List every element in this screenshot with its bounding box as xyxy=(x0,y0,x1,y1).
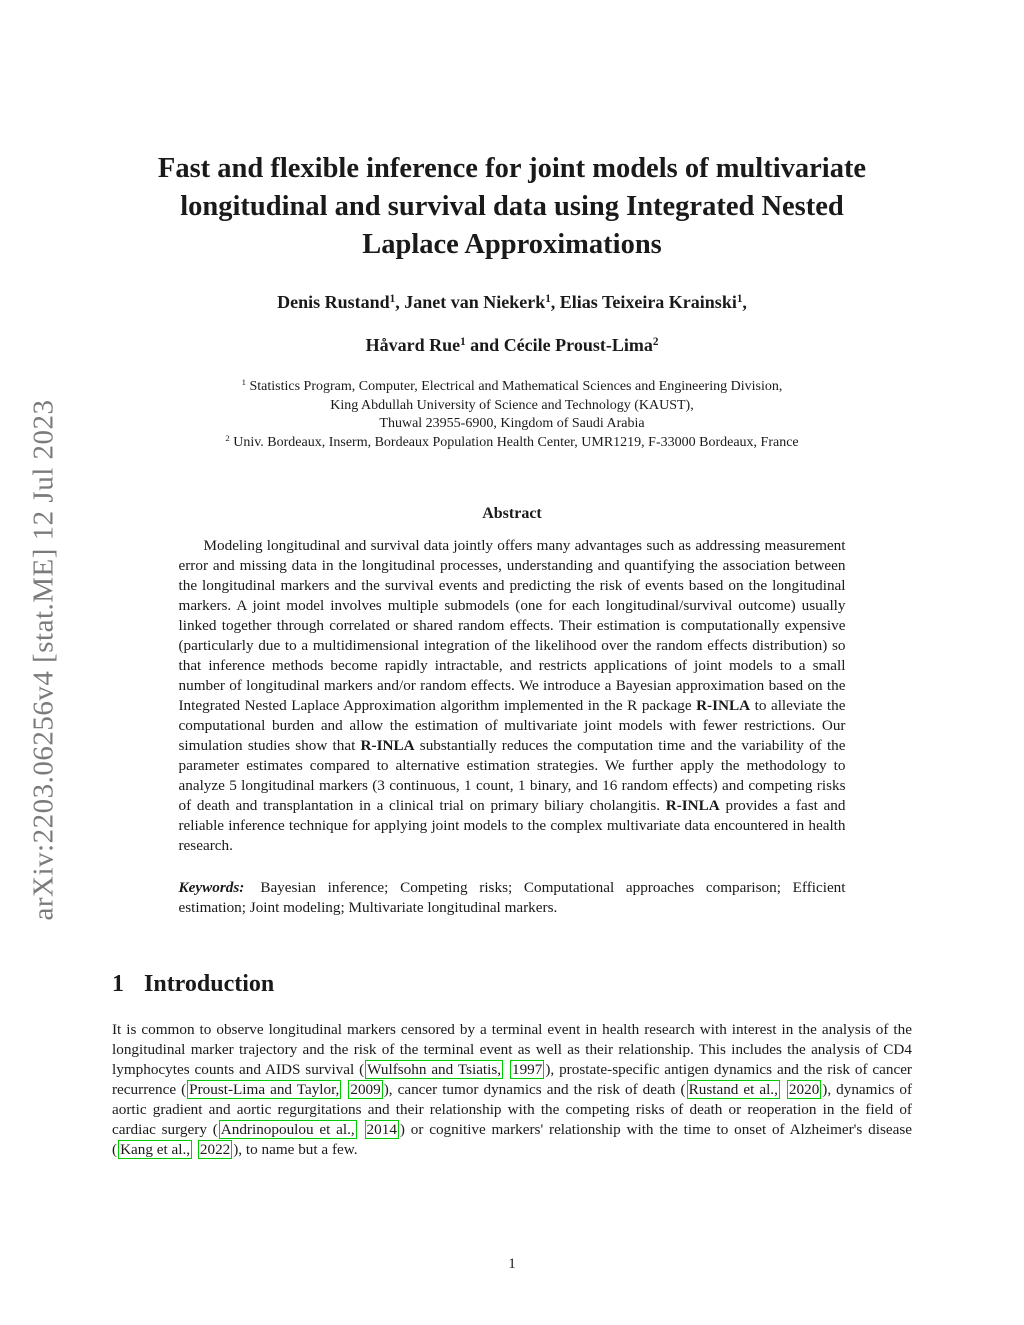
page-number: 1 xyxy=(508,1256,516,1272)
r-inla-bold: R-INLA xyxy=(696,697,751,714)
arxiv-watermark-label: arXiv:2203.06256v4 [stat.ME] 12 Jul 2023 xyxy=(27,399,60,921)
affiliation-line: $^1$ Statistics Program, Computer, Electrical and Mathematical Sciences and Engineering Division, xyxy=(241,377,783,394)
citation-link-wulfsohn-tsiatis[interactable]: Wulfsohn and Tsiatis, xyxy=(367,1061,502,1078)
keywords-block xyxy=(179,878,846,918)
title-line-2: longitudinal and survival data using Integrated Nested xyxy=(180,191,844,222)
citation-link-2009[interactable]: 2009 xyxy=(350,1081,381,1098)
affil-mark: 2 xyxy=(225,432,230,443)
affiliation-line: Thuwal 23955-6900, Kingdom of Saudi Arabia xyxy=(379,416,645,431)
author-name: Janet van Niekerk xyxy=(404,292,546,312)
affiliations xyxy=(112,378,912,452)
author-affil-mark: 1 xyxy=(545,292,551,305)
affiliation-line: $^2$ Univ. Bordeaux, Inserm, Bordeaux Population Health Center, UMR1219, F-33000 Bordeaux, France xyxy=(225,432,799,450)
r-inla-bold: R-INLA xyxy=(360,737,415,754)
title-line-3: Laplace Approximations xyxy=(362,229,662,260)
citation-link-rustand[interactable]: Rustand et al., xyxy=(688,1081,778,1098)
intro-paragraph: It is common to observe longitudinal markers censored by a terminal event in health research with interest in the analysis of the longitudinal marker trajectory and the risk of the terminal event as well as their relationship. This includes the analysis of CD4 lymphocytes counts and AIDS survival ( Wulfsohn and Tsiatis, 1997 ), prostate-specific antigen dynamics and the risk of cancer recurrence ( Proust-Lima and Taylor, 2009 ), cancer tumor dynamics and the risk of death ( Rustand et al., 2020 ), dynamics of aortic gradient and aortic regurgitations and their relationship with the competing risks of death or reoperation in the field of cardiac surgery ( Andrinopoulou et al., 2014 ) or cognitive markers' relationship with the time to onset of Alzheimer's disease ( Kang et al., 2022 ), to name but a few. xyxy=(112,1021,913,1158)
authors-line-2 xyxy=(112,333,912,360)
citation-link-proust-lima-taylor[interactable]: Proust-Lima and Taylor, xyxy=(189,1081,340,1098)
author-name: Elias Teixeira Krainski xyxy=(559,292,737,312)
citation-link-2020[interactable]: 2020 xyxy=(788,1081,820,1098)
author-affil-mark: 1 xyxy=(389,292,396,305)
r-inla-bold: R-INLA xyxy=(665,797,720,814)
author-affil-mark: 2 xyxy=(652,335,659,348)
citation-link-1997[interactable]: 1997 xyxy=(511,1061,543,1078)
keywords-label: Keywords: xyxy=(178,879,245,896)
affil-mark: 1 xyxy=(241,377,246,388)
paper-content xyxy=(112,0,912,1175)
author-name: Cécile Proust-Lima xyxy=(503,335,653,355)
affiliation-line: King Abdullah University of Science and Technology (KAUST), xyxy=(330,397,694,413)
paper-title xyxy=(112,150,912,264)
section-title: Introduction xyxy=(144,971,275,997)
section-1-heading xyxy=(112,970,912,998)
title-line-1: Fast and flexible inference for joint models of multivariate xyxy=(157,153,867,184)
authors-line-1 xyxy=(112,290,912,317)
author-affil-mark: 1 xyxy=(460,335,466,348)
author-name: Denis Rustand xyxy=(277,292,390,312)
citation-link-kang[interactable]: Kang et al., xyxy=(120,1141,191,1158)
abstract-heading: Abstract xyxy=(482,505,542,522)
citation-link-2014[interactable]: 2014 xyxy=(366,1121,397,1138)
author-separator: , xyxy=(550,292,560,312)
author-name: Håvard Rue xyxy=(365,335,461,355)
section-number: 1 xyxy=(112,971,124,997)
author-separator: and xyxy=(465,335,504,355)
arxiv-watermark xyxy=(28,399,61,920)
author-separator: , xyxy=(742,292,747,312)
keywords-text: Bayesian inference; Competing risks; Computational approaches comparison; Efficient estimation; Joint modeling; Multivariate longitudinal markers. xyxy=(178,879,846,916)
citation-link-2022[interactable]: 2022 xyxy=(199,1141,231,1158)
citation-link-andrinopoulou[interactable]: Andrinopoulou et al., xyxy=(220,1121,355,1138)
abstract-paragraph: Modeling longitudinal and survival data jointly offers many advantages such as addressing measurement error and missing data in the longitudinal processes, understanding and quantifying the association between the longitudinal markers and the survival events and predicting the risk of events based on the longitudinal markers. A joint model involves multiple submodels (one for each longitudinal/survival outcome) usually linked together through correlated or shared random effects. Their estimation is computationally expensive (particularly due to a multidimensional integration of the likelihood over the random effects distribution) so that inference methods become rapidly intractable, and restricts applications of joint models to a small number of longitudinal markers and/or random effects. We introduce a Bayesian approximation based on the Integrated Nested Laplace Approximation algorithm implemented in the R package R-INLA to alleviate the computational burden and allow the estimation of multivariate joint models with fewer restrictions. Our simulation studies show that R-INLA substantially reduces the computation time and the variability of the parameter estimates compared to alternative estimation strategies. We further apply the methodology to analyze 5 longitudinal markers (3 continuous, 1 count, 1 binary, and 16 random effects) and competing risks of death and transplantation in a clinical trial on primary biliary cholangitis. R-INLA provides a fast and reliable inference technique for applying joint models to the complex multivariate data encountered in health research. xyxy=(178,537,846,854)
author-separator: , xyxy=(395,292,405,312)
author-affil-mark: 1 xyxy=(736,292,743,305)
